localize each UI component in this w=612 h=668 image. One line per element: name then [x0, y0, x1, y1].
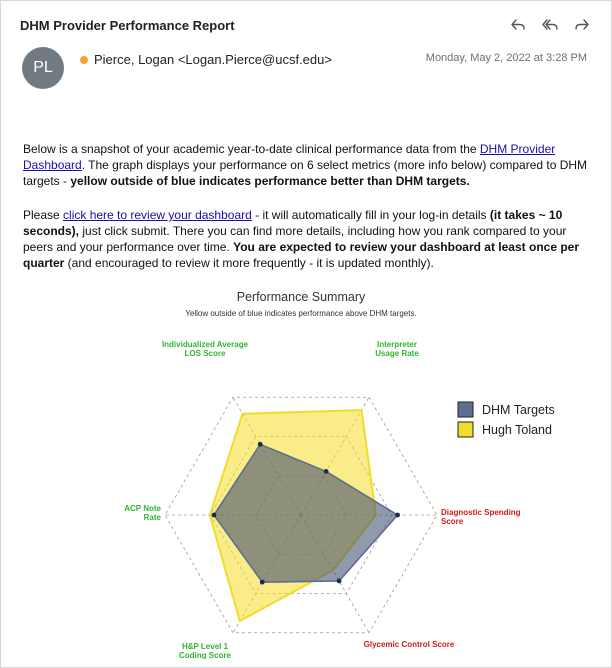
email-subject: DHM Provider Performance Report: [20, 18, 235, 33]
p2-text-d: (and encouraged to review it more frequently - it is updated monthly).: [64, 256, 434, 270]
axis-label-3: [179, 642, 232, 659]
legend-swatch-1: [458, 422, 473, 437]
axis-label-line: Glycemic Control Score: [363, 639, 455, 649]
legend-label-0: DHM Targets: [482, 403, 555, 417]
axis-label-line: ACP Note: [124, 504, 161, 513]
p2-text-b: - it will automatically fill in your log-in details: [251, 208, 490, 222]
reply-all-icon[interactable]: [541, 16, 559, 34]
p1-text-b: . The graph displays your performance on 6 select metrics (more info below) compared to DHM targets -: [23, 158, 588, 188]
p1-bold: yellow outside of blue indicates performance better than DHM targets.: [70, 174, 470, 188]
chart-title: Performance Summary: [236, 290, 366, 304]
chart-subtitle: Yellow outside of blue indicates performance above DHM targets.: [185, 309, 417, 318]
axis-label-2: [364, 640, 455, 649]
target-point-4: [212, 513, 217, 518]
p2-text-a: Please: [23, 208, 64, 222]
reply-icon[interactable]: [509, 16, 527, 34]
axis-label-line: H&P Level 1: [181, 641, 229, 651]
performance-chart: [111, 283, 581, 659]
axis-label-line: Usage Rate: [375, 349, 419, 359]
target-point-5: [258, 442, 263, 447]
axis-label-0: [375, 340, 419, 358]
axis-label-line: LOS Score: [184, 349, 226, 359]
p1-text-a: Below is a snapshot of your academic year-to-date clinical performance data from the: [23, 142, 480, 156]
p2-bold-2: You are expected to review your dashboard at least once per quarter: [23, 240, 579, 270]
sender-row: [80, 52, 332, 67]
axis-label-1: [441, 508, 521, 526]
review-dashboard-link[interactable]: click here to review your dashboard: [63, 208, 252, 222]
avatar: PL: [22, 47, 64, 89]
body-paragraph-1: [23, 141, 595, 189]
p2-text-c: just click submit. There you can find more details, including how you rank compared to your peers and your performance over time.: [23, 224, 567, 254]
axis-label-line: Interpreter: [376, 340, 418, 350]
sender[interactable]: Pierce, Logan <Logan.Pierce@ucsf.edu>: [94, 52, 332, 67]
legend-label-1: Hugh Toland: [482, 423, 552, 437]
email-date: Monday, May 2, 2022 at 3:28 PM: [425, 52, 587, 64]
dashboard-link[interactable]: DHM Provider Dashboard: [23, 142, 556, 172]
target-point-3: [260, 580, 265, 585]
axis-label-line: Rate: [143, 513, 161, 522]
axis-label-4: [124, 504, 161, 522]
email-actions: [509, 16, 591, 34]
axis-label-line: Score: [441, 517, 464, 526]
unread-dot-icon: [80, 56, 88, 64]
axis-label-line: Diagnostic Spending: [441, 508, 521, 517]
target-point-1: [395, 513, 400, 518]
body-paragraph-2: [23, 207, 595, 271]
radar-chart: [111, 283, 581, 659]
p2-bold-1: (it takes ~ 10 seconds),: [23, 208, 563, 238]
axis-label-line: Individualized Average: [161, 340, 249, 350]
target-point-0: [324, 469, 329, 474]
target-point-2: [337, 579, 342, 584]
legend-swatch-0: [458, 402, 473, 417]
axis-label-line: Coding Score: [178, 650, 232, 659]
axis-label-5: [162, 340, 249, 358]
forward-icon[interactable]: [573, 16, 591, 34]
